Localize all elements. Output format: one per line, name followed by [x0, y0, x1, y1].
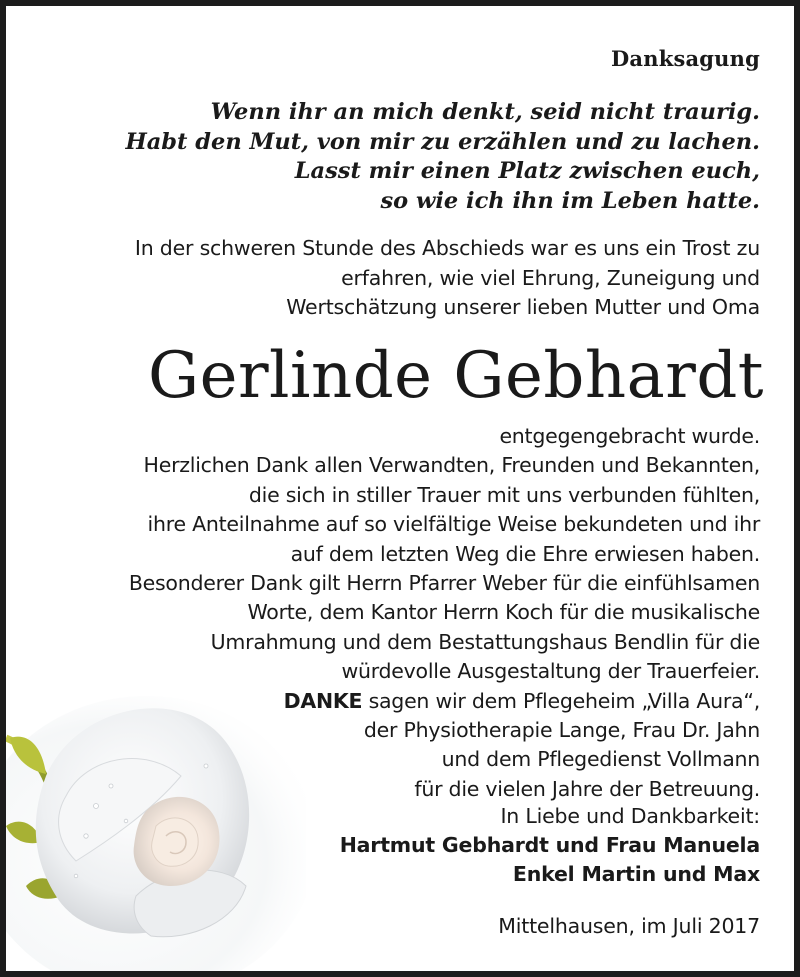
body-line: Worte, dem Kantor Herrn Koch für die musikalische — [247, 600, 760, 625]
signer-line: Enkel Martin und Max — [512, 862, 760, 886]
closing-block — [340, 802, 760, 889]
body-line: die sich in stiller Trauer mit uns verbunden fühlten, — [248, 482, 760, 507]
intro-line: erfahren, wie viel Ehrung, Zuneigung und — [341, 265, 760, 290]
place-date: Mittelhausen, im Juli 2017 — [498, 914, 760, 938]
deceased-name: Gerlinde Gebhardt — [147, 339, 764, 413]
body-line: Herzlichen Dank allen Verwandten, Freunden und Bekannten, — [143, 453, 760, 478]
intro-line: In der schweren Stunde des Abschieds war es uns ein Trost zu — [134, 236, 760, 260]
body-line: Besonderer Dank gilt Herrn Pfarrer Weber für die einfühlsamen — [128, 571, 760, 596]
danke-bold: DANKE — [283, 688, 363, 713]
poem-line: Wenn ihr an mich denkt, seid nicht traurig. — [210, 99, 760, 125]
signer-line: Hartmut Gebhardt und Frau Manuela — [339, 833, 760, 857]
intro-paragraph — [135, 234, 760, 323]
body-line: für die vielen Jahre der Betreuung. — [414, 776, 760, 801]
intro-line: Wertschätzung unserer lieben Mutter und Oma — [286, 295, 760, 319]
danke-rest: sagen wir dem Pflegeheim „Villa Aura“, — [362, 688, 760, 713]
body-line: auf dem letzten Weg die Ehre erwiesen haben. — [290, 541, 760, 566]
body-line: ihre Anteilnahme auf so vielfältige Weise bekundeten und ihr — [147, 512, 760, 537]
body-line: und dem Pflegedienst Vollmann — [441, 747, 760, 772]
poem-line: so wie ich ihn im Leben hatte. — [380, 187, 760, 214]
heading-danksagung: Danksagung — [611, 46, 760, 71]
poem-line: Habt den Mut, von mir zu erzählen und zu lachen. — [125, 128, 760, 155]
body-line: würdevolle Ausgestaltung der Trauerfeier. — [341, 659, 760, 684]
body-line: entgegengebracht wurde. — [499, 424, 760, 448]
memorial-poem — [125, 98, 760, 216]
body-line: Umrahmung und dem Bestattungshaus Bendlin für die — [210, 629, 760, 654]
closing-intro: In Liebe und Dankbarkeit: — [500, 804, 760, 828]
poem-line: Lasst mir einen Platz zwischen euch, — [294, 158, 760, 184]
body-line: der Physiotherapie Lange, Frau Dr. Jahn — [363, 718, 760, 743]
danke-line — [129, 687, 760, 716]
thanks-paragraph — [129, 422, 760, 804]
